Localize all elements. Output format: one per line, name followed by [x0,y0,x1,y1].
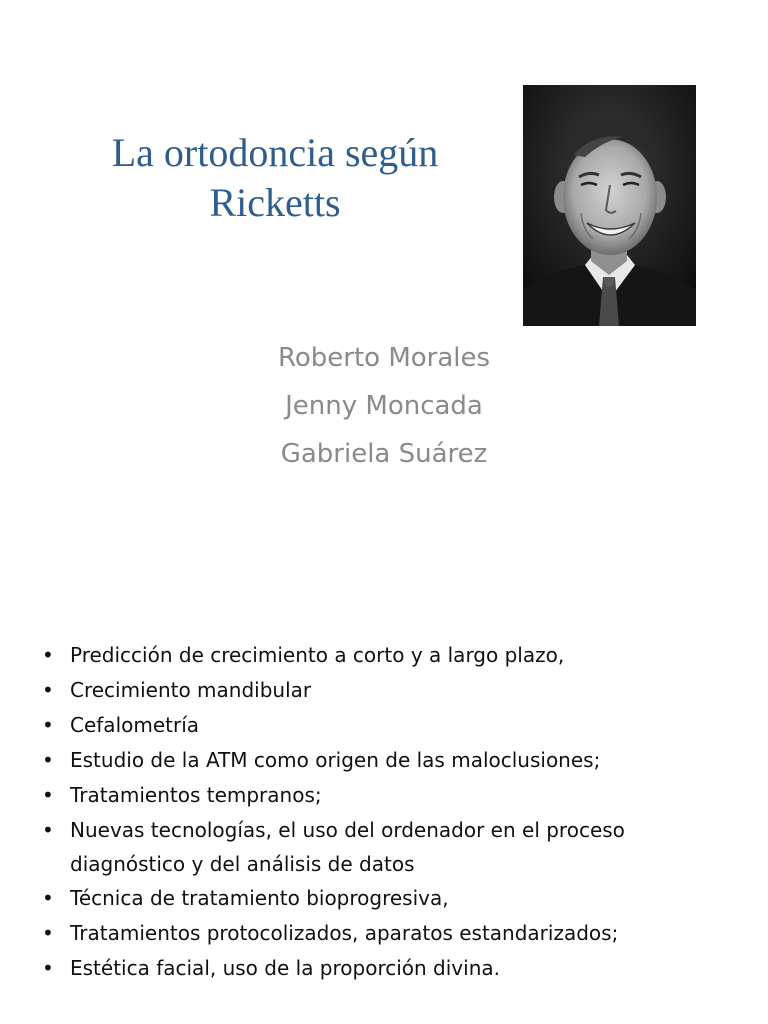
list-item-text: Técnica de tratamiento bioprogresiva, [70,886,449,910]
list-item-text: Tratamientos protocolizados, aparatos estandarizados; [70,921,619,945]
portrait-photo [523,85,696,326]
list-item [40,813,730,881]
list-item [40,673,730,708]
slide-title-line2: Ricketts [209,180,341,225]
slide-title-line1: La ortodoncia según [111,130,439,175]
list-item-text: Nuevas tecnologías, el uso del ordenador en el proceso diagnóstico y del análisis de datos [70,818,625,876]
list-item-text: Estética facial, uso de la proporción divina. [70,956,500,980]
list-item [40,916,730,951]
bullet-icon: • [42,818,54,842]
bullet-icon: • [42,713,54,737]
authors-list [0,334,768,478]
bullet-icon: • [42,886,54,910]
list-item-text: Tratamientos tempranos; [70,783,322,807]
bullet-icon: • [42,921,54,945]
portrait-illustration [523,85,696,326]
list-item [40,708,730,743]
list-item-text: Predicción de crecimiento a corto y a largo plazo, [70,643,565,667]
list-item-text: Estudio de la ATM como origen de las maloclusiones; [70,748,601,772]
bullet-icon: • [42,748,54,772]
author-name: Roberto Morales [277,343,491,373]
list-item [40,881,730,916]
list-item [40,743,730,778]
list-item-text: Crecimiento mandibular [70,678,312,702]
list-item [40,778,730,813]
bullet-icon: • [42,678,54,702]
slide-title [40,128,510,228]
topics-bullet-list [40,638,730,986]
bullet-icon: • [42,956,54,980]
author-name: Jenny Moncada [285,391,483,421]
list-item [40,638,730,673]
author-name: Gabriela Suárez [280,439,488,469]
bullet-icon: • [42,643,54,667]
bullet-icon: • [42,783,54,807]
list-item-text: Cefalometría [70,713,200,737]
list-item [40,951,730,986]
